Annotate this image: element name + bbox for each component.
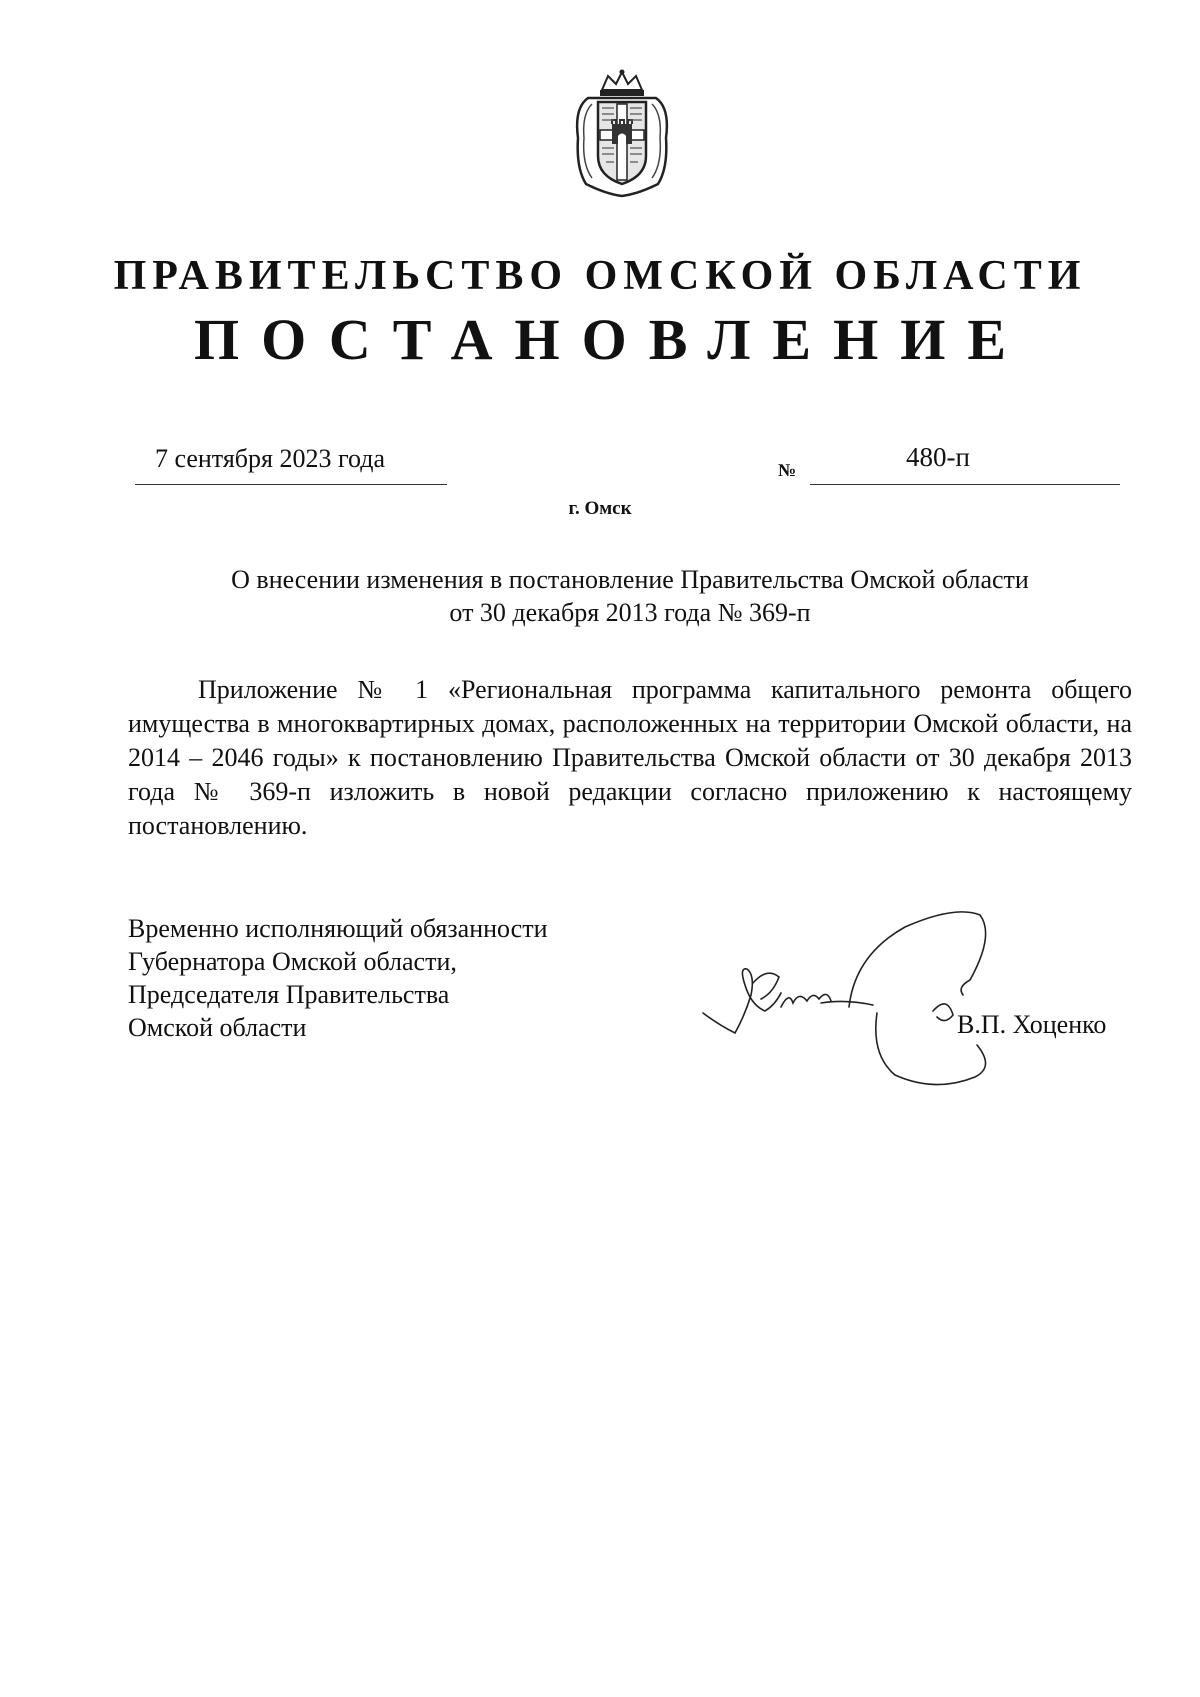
signer-name: В.П. Хоценко <box>957 1010 1107 1039</box>
document-date: 7 сентября 2023 года <box>155 444 386 473</box>
signer-position-line-4: Омской области <box>128 1013 307 1042</box>
government-title: ПРАВИТЕЛЬСТВО ОМСКОЙ ОБЛАСТИ <box>113 253 1087 299</box>
city-label: г. Омск <box>568 498 632 519</box>
signer-position-line-2: Губернатора Омской области, <box>128 947 457 976</box>
date-field <box>135 444 447 485</box>
coat-of-arms-icon <box>566 68 678 200</box>
number-sign: № <box>778 460 797 480</box>
document-number: 480-п <box>906 442 970 472</box>
subject-line-1: О внесении изменения в постановление Правительства Омской области <box>231 565 1029 594</box>
subject-line-2: от 30 декабря 2013 года № 369-п <box>449 598 811 627</box>
document-type: ПОСТАНОВЛЕНИЕ <box>193 307 1029 372</box>
document-subject <box>120 563 1140 629</box>
signer-position-line-3: Председателя Правительства <box>128 980 450 1009</box>
signature-icon <box>695 895 1060 1090</box>
body-paragraph: Приложение № 1 «Региональная программа капитального ремонта общего имущества в многоквартирных домах, расположенных на территории Омской области, на 2014 – 2046 годы» к постановлению Правительства Омской области от 30 декабря 2013 года № 369-п изложить в новой редакции согласно приложению к настоящему постановлению. <box>128 675 1132 840</box>
signer-position-line-1: Временно исполняющий обязанности <box>128 914 548 943</box>
signer-position <box>128 912 548 1044</box>
number-field <box>810 444 1120 485</box>
